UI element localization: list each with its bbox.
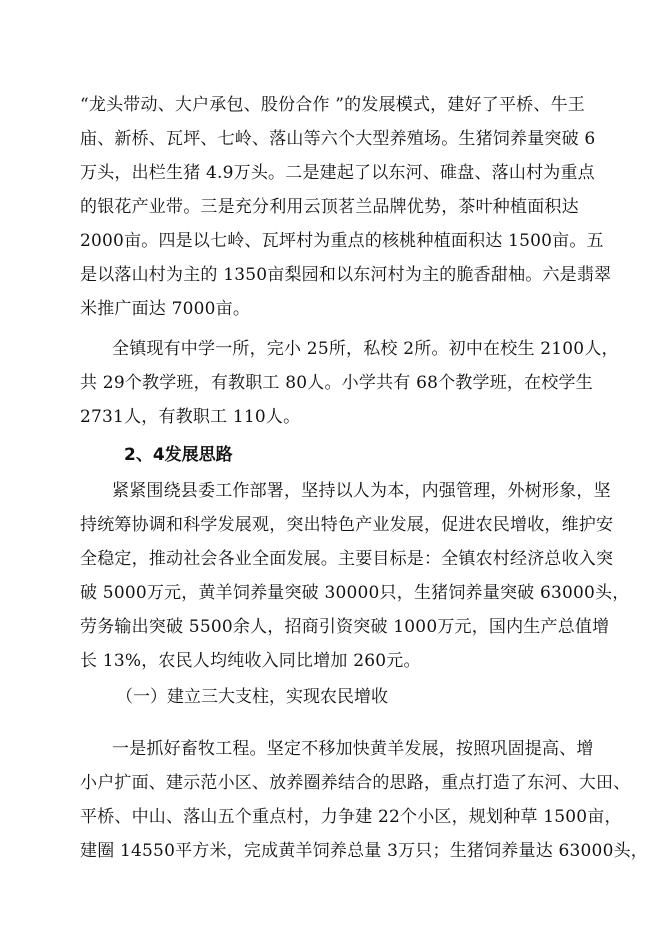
- paragraph-1-line-3: 万头，出栏生猪 4.9万头。二是建起了以东河、碓盘、落山村为重点: [80, 163, 595, 183]
- paragraph-2-line-3: 2731人，有教职工 110人。: [80, 407, 301, 427]
- paragraph-3-line-4: 破 5000万元，黄羊饲养量突破 30000只，生猪饲养量突破 63000头，: [80, 583, 630, 603]
- paragraph-1-line-5: 2000亩。四是以七岭、瓦坪村为重点的核桃种植面积达 1500亩。五: [80, 231, 604, 251]
- paragraph-3-line-5: 劳务输出突破 5500余人，招商引资突破 1000万元，国内生产总值增: [80, 617, 610, 637]
- paragraph-4-line-1: 一是抓好畜牧工程。坚定不移加快黄羊发展，按照巩固提高、增: [112, 739, 594, 759]
- paragraph-4-line-3: 平桥、中山、落山五个重点村，力争建 22个小区，规划种草 1500亩，: [80, 807, 622, 827]
- paragraph-2-line-1: 全镇现有中学一所，完小 25所，私校 2所。初中在校生 2100人，: [112, 339, 619, 359]
- paragraph-3-line-3: 全稳定，推动社会各业全面发展。主要目标是：全镇农村经济总收入突: [80, 549, 614, 569]
- paragraph-3-line-6: 长 13%，农民人均纯收入同比增加 260元。: [80, 651, 421, 671]
- paragraph-1-line-6: 是以落山村为主的 1350亩梨园和以东河村为主的脆香甜柚。六是翡翠: [80, 265, 612, 285]
- paragraph-4-line-4: 建圈 14550平方米，完成黄羊饲养总量 3万只；生猪饲养量达 63000头，: [80, 841, 648, 861]
- section-heading: 2、4发展思路: [124, 445, 233, 465]
- paragraph-1-line-2: 庙、新桥、瓦坪、七岭、落山等六个大型养殖场。生猪饲养量突破 6: [80, 129, 596, 149]
- paragraph-2-line-2: 共 29个教学班，有教职工 80人。小学共有 68个教学班，在校学生: [80, 373, 593, 393]
- paragraph-1-line-7: 米推广面达 7000亩。: [80, 299, 251, 319]
- paragraph-3-line-1: 紧紧围绕县委工作部署，坚持以人为本，内强管理，外树形象，坚: [112, 481, 611, 501]
- paragraph-1-line-4: 的银花产业带。三是充分利用云顶茗兰品牌优势，茶叶种植面积达: [80, 197, 579, 217]
- paragraph-4-line-2: 小户扩面、建示范小区、放养圈养结合的思路，重点打造了东河、大田、: [80, 773, 631, 793]
- paragraph-1-line-1: “龙头带动、大户承包、股份合作 ”的发展模式，建好了平桥、牛王: [80, 95, 585, 115]
- subsection-heading: （一）建立三大支柱，实现农民增收: [116, 687, 388, 707]
- paragraph-3-line-2: 持统筹协调和科学发展观，突出特色产业发展，促进农民增收，维护安: [80, 515, 614, 535]
